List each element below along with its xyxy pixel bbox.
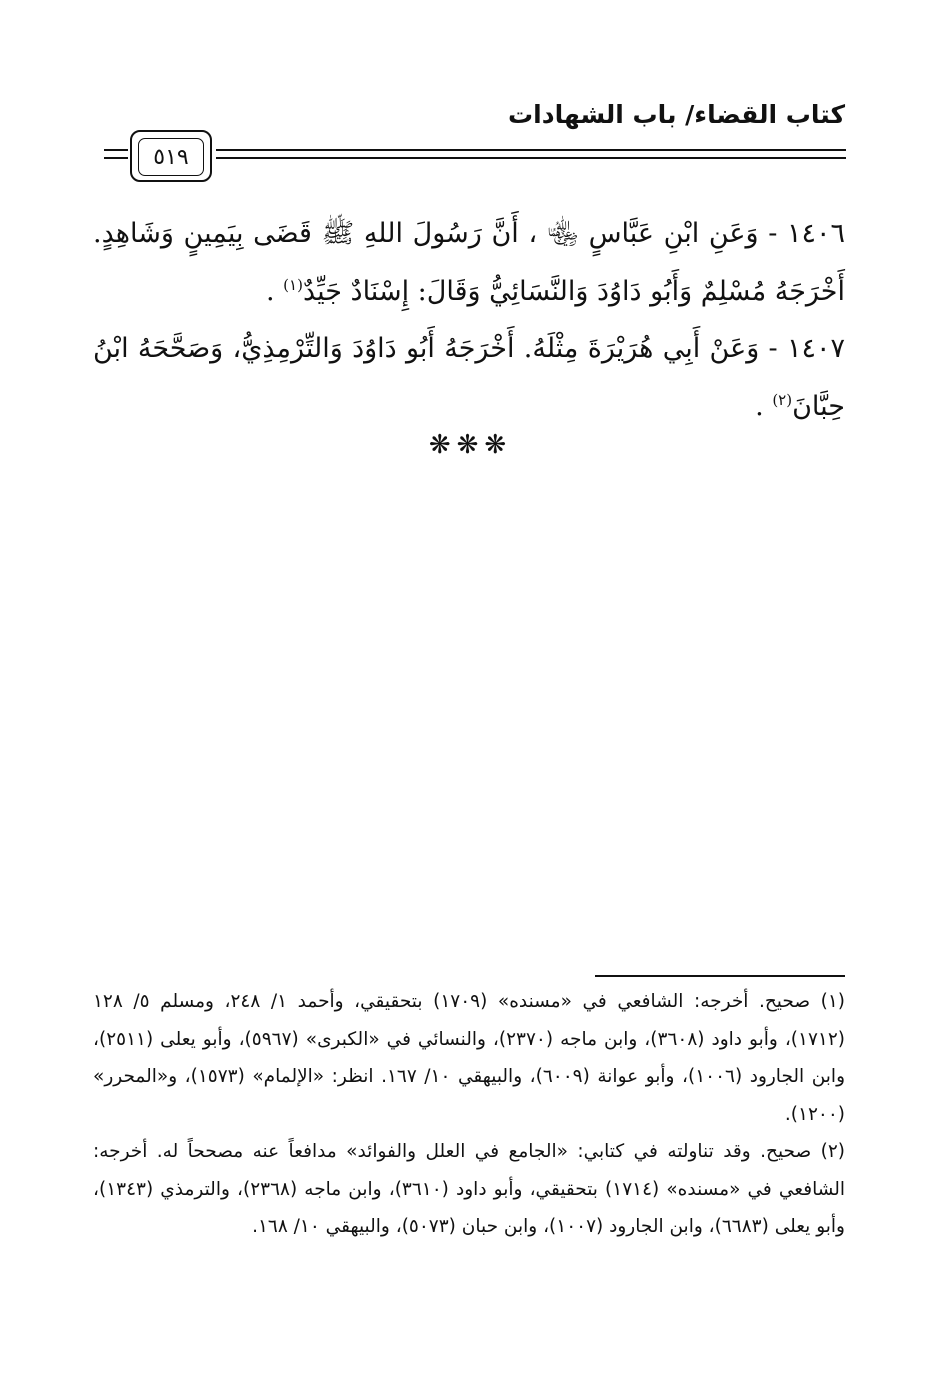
page-number: ٥١٩ [138, 138, 204, 176]
header-rule-top [216, 149, 846, 151]
hadith-number: ١٤٠٧ [786, 333, 845, 364]
section-separator: ❋❋❋ [428, 430, 513, 460]
footnote-1 [93, 983, 845, 1133]
hadith-1407 [93, 320, 845, 436]
hadith-text: - وَعَنْ أَبِي هُرَيْرَةَ مِثْلَهُ. أَخْرَجَهُ أَبُو دَاوُدَ وَالتِّرْمِذِيُّ، وَصَحَّحَهُ ابْنُ حِبَّانَ [93, 333, 845, 422]
running-title: كتاب القضاء/ باب الشهادات [508, 100, 845, 129]
header-rule-bottom [216, 157, 846, 159]
footnote-reference: (١) [283, 276, 303, 294]
footnote-text: صحيح. أخرجه: الشافعي في «مسنده» (١٧٠٩) بتحقيقي، وأحمد ١/ ٢٤٨، ومسلم ٥/ ١٢٨ (١٧١٢)، وأبو داود (٣٦٠٨)، وابن ماجه (٢٣٧٠)، والنسائي في «الكبرى» (٥٩٦٧)، وأبو يعلى (٢٥١١)، وابن الجارود (١٠٠٦)، وأبو عوانة (٦٠٠٩)، والبيهقي ١٠/ ١٦٧. انظر: «الإلمام» (١٥٧٣)، و«المحرر» (١٢٠٠). [93, 991, 845, 1125]
hadith-number: ١٤٠٦ [786, 218, 845, 249]
footnote-reference: (٢) [772, 391, 793, 409]
hadith-end: . [755, 391, 773, 422]
footnote-marker: (٢) [820, 1141, 845, 1162]
footnote-marker: (١) [820, 991, 846, 1012]
hadith-end: . [266, 276, 284, 307]
header-rule-left-bottom [104, 157, 128, 159]
header-rule-left-top [104, 149, 128, 151]
footnote-2 [93, 1133, 845, 1246]
footnote-text: صحيح. وقد تناولته في كتابي: «الجامع في العلل والفوائد» مدافعاً عنه مصححاً له. أخرجه: الشافعي في «مسنده» (١٧١٤) بتحقيقي، وأبو داود (٣٦١٠)، وابن ماجه (٢٣٦٨)، والترمذي (١٣٤٣)، وأبو يعلى (٦٦٨٣)، وابن الجارود (١٠٠٧)، وابن حبان (٥٠٧٣)، والبيهقي ١٠/ ١٦٨. [93, 1141, 845, 1237]
hadith-1406 [93, 205, 845, 321]
footnote-divider [595, 975, 845, 977]
hadith-text: - وَعَنِ ابْنِ عَبَّاسٍ ﵄ ، أَنَّ رَسُولَ اللهِ ﷺ قَضَى بِيَمِينٍ وَشَاهِدٍ. أَخْرَجَهُ مُسْلِمٌ وَأَبُو دَاوُدَ وَالنَّسَائِيُّ وَقَالَ: إِسْنَادٌ جَيِّدٌ [93, 218, 845, 307]
